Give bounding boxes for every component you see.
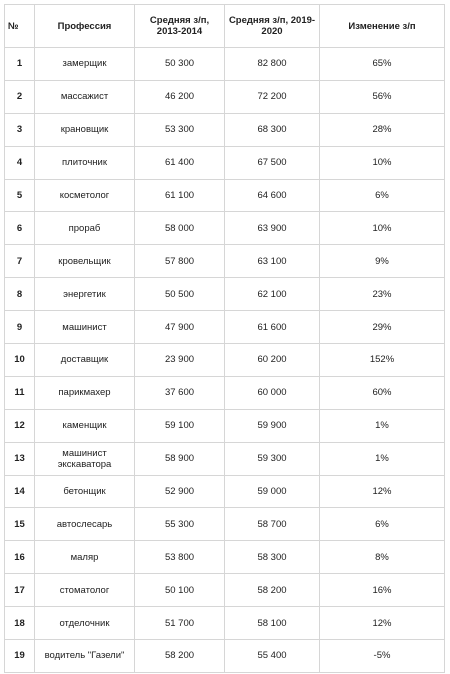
- table-body: [5, 48, 445, 673]
- table-row: [5, 574, 445, 607]
- row-profession: парикмахер: [35, 376, 135, 409]
- row-num: 12: [5, 409, 35, 442]
- row-num: 11: [5, 376, 35, 409]
- row-profession: массажист: [35, 80, 135, 113]
- row-salary-2019: 63 900: [225, 212, 320, 245]
- row-num: 19: [5, 640, 35, 673]
- header-row: [5, 5, 445, 48]
- row-num: 2: [5, 80, 35, 113]
- row-salary-2013: 50 500: [135, 278, 225, 311]
- row-num: 8: [5, 278, 35, 311]
- row-change: 8%: [320, 541, 445, 574]
- row-profession: автослесарь: [35, 508, 135, 541]
- table-row: [5, 508, 445, 541]
- row-profession: плиточник: [35, 146, 135, 179]
- table-row: [5, 80, 445, 113]
- row-change: 10%: [320, 146, 445, 179]
- table-row: [5, 278, 445, 311]
- row-salary-2019: 64 600: [225, 179, 320, 212]
- row-change: 56%: [320, 80, 445, 113]
- row-change: 6%: [320, 179, 445, 212]
- row-num: 17: [5, 574, 35, 607]
- row-change: 10%: [320, 212, 445, 245]
- row-salary-2019: 72 200: [225, 80, 320, 113]
- row-num: 6: [5, 212, 35, 245]
- row-change: 12%: [320, 475, 445, 508]
- row-num: 1: [5, 48, 35, 81]
- row-num: 15: [5, 508, 35, 541]
- row-change: 1%: [320, 409, 445, 442]
- row-profession: водитель "Газели": [35, 640, 135, 673]
- row-profession: маляр: [35, 541, 135, 574]
- row-salary-2013: 53 800: [135, 541, 225, 574]
- row-salary-2019: 68 300: [225, 113, 320, 146]
- row-num: 7: [5, 245, 35, 278]
- row-num: 3: [5, 113, 35, 146]
- row-salary-2019: 63 100: [225, 245, 320, 278]
- table-row: [5, 409, 445, 442]
- table-row: [5, 146, 445, 179]
- header-salary-2013: Средняя з/п, 2013-2014: [135, 5, 225, 48]
- row-salary-2013: 23 900: [135, 344, 225, 377]
- table-row: [5, 245, 445, 278]
- header-change: Изменение з/п: [320, 5, 445, 48]
- row-salary-2013: 47 900: [135, 311, 225, 344]
- row-salary-2019: 60 200: [225, 344, 320, 377]
- row-change: 9%: [320, 245, 445, 278]
- row-profession: бетонщик: [35, 475, 135, 508]
- row-change: 152%: [320, 344, 445, 377]
- row-change: -5%: [320, 640, 445, 673]
- row-salary-2013: 46 200: [135, 80, 225, 113]
- row-salary-2019: 67 500: [225, 146, 320, 179]
- row-profession: косметолог: [35, 179, 135, 212]
- row-salary-2013: 53 300: [135, 113, 225, 146]
- row-salary-2013: 61 400: [135, 146, 225, 179]
- salary-table-container: [4, 4, 444, 673]
- row-change: 29%: [320, 311, 445, 344]
- row-num: 5: [5, 179, 35, 212]
- row-profession: машинист экскаватора: [35, 442, 135, 475]
- row-profession: машинист: [35, 311, 135, 344]
- row-salary-2013: 57 800: [135, 245, 225, 278]
- row-change: 28%: [320, 113, 445, 146]
- table-header: [5, 5, 445, 48]
- row-num: 16: [5, 541, 35, 574]
- row-salary-2013: 37 600: [135, 376, 225, 409]
- salary-table: [4, 4, 445, 673]
- row-num: 18: [5, 607, 35, 640]
- row-change: 6%: [320, 508, 445, 541]
- row-salary-2013: 50 100: [135, 574, 225, 607]
- row-num: 14: [5, 475, 35, 508]
- row-change: 60%: [320, 376, 445, 409]
- table-row: [5, 113, 445, 146]
- row-salary-2013: 51 700: [135, 607, 225, 640]
- row-profession: доставщик: [35, 344, 135, 377]
- row-profession: прораб: [35, 212, 135, 245]
- row-profession: каменщик: [35, 409, 135, 442]
- row-num: 4: [5, 146, 35, 179]
- table-row: [5, 607, 445, 640]
- row-change: 12%: [320, 607, 445, 640]
- table-row: [5, 541, 445, 574]
- row-salary-2019: 58 100: [225, 607, 320, 640]
- row-salary-2013: 58 000: [135, 212, 225, 245]
- row-salary-2019: 59 300: [225, 442, 320, 475]
- row-profession: стоматолог: [35, 574, 135, 607]
- row-salary-2019: 59 900: [225, 409, 320, 442]
- table-row: [5, 212, 445, 245]
- row-profession: крановщик: [35, 113, 135, 146]
- row-salary-2013: 55 300: [135, 508, 225, 541]
- table-row: [5, 640, 445, 673]
- row-salary-2013: 50 300: [135, 48, 225, 81]
- table-row: [5, 311, 445, 344]
- header-num: №: [5, 5, 35, 48]
- row-salary-2019: 58 700: [225, 508, 320, 541]
- table-row: [5, 344, 445, 377]
- row-profession: кровельщик: [35, 245, 135, 278]
- row-salary-2019: 59 000: [225, 475, 320, 508]
- row-salary-2019: 82 800: [225, 48, 320, 81]
- row-salary-2013: 58 200: [135, 640, 225, 673]
- row-salary-2019: 55 400: [225, 640, 320, 673]
- row-change: 23%: [320, 278, 445, 311]
- row-num: 10: [5, 344, 35, 377]
- row-salary-2013: 58 900: [135, 442, 225, 475]
- row-salary-2013: 59 100: [135, 409, 225, 442]
- header-salary-2019: Средняя з/п, 2019-2020: [225, 5, 320, 48]
- row-salary-2019: 58 300: [225, 541, 320, 574]
- header-profession: Профессия: [35, 5, 135, 48]
- row-profession: отделочник: [35, 607, 135, 640]
- row-change: 65%: [320, 48, 445, 81]
- row-change: 1%: [320, 442, 445, 475]
- table-row: [5, 48, 445, 81]
- table-row: [5, 475, 445, 508]
- table-row: [5, 179, 445, 212]
- table-row: [5, 376, 445, 409]
- row-profession: энергетик: [35, 278, 135, 311]
- row-num: 9: [5, 311, 35, 344]
- row-num: 13: [5, 442, 35, 475]
- row-salary-2013: 61 100: [135, 179, 225, 212]
- row-profession: замерщик: [35, 48, 135, 81]
- row-salary-2013: 52 900: [135, 475, 225, 508]
- row-salary-2019: 58 200: [225, 574, 320, 607]
- row-salary-2019: 60 000: [225, 376, 320, 409]
- row-salary-2019: 61 600: [225, 311, 320, 344]
- table-row: [5, 442, 445, 475]
- row-salary-2019: 62 100: [225, 278, 320, 311]
- row-change: 16%: [320, 574, 445, 607]
